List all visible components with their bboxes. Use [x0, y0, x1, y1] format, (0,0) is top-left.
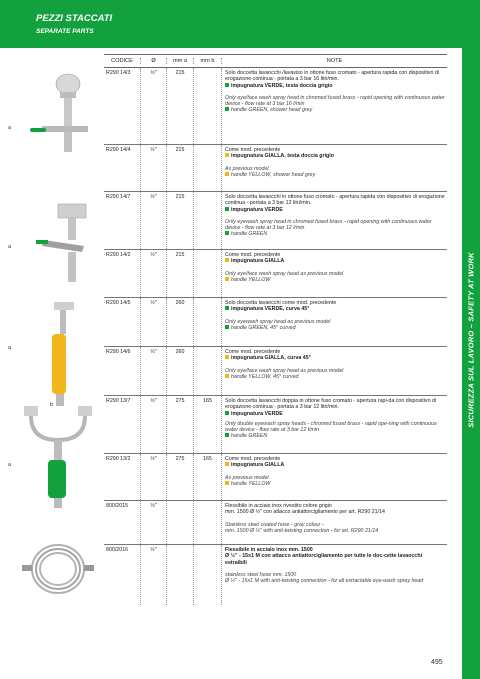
note-handle-text: impugnatura VERDE [231, 410, 283, 417]
col-header-code: CODICE [104, 58, 141, 64]
note-english: As previous model [225, 474, 269, 481]
note-italian-bold-2: Ø ½" - 15x1 M con attacco antiattorcigliamento per tutte le doc-cette lavaocchi estraibili [225, 553, 423, 566]
eyewash-head-illustration [14, 200, 104, 292]
note-handle-line-en [225, 231, 445, 237]
note-english: Only eye/face wash spray head as previous model [225, 367, 344, 374]
eyewash-45-head-illustration [16, 300, 104, 410]
note-handle-text: impugnatura VERDE, testa doccia grigio [231, 82, 333, 89]
note-italian: Come mod. precedente [225, 147, 281, 153]
cell-mm-b [194, 68, 222, 144]
note-italian-2: mm. 1500 Ø ½" con attacco antiattorcigliamento per art. R290 21/14 [225, 509, 385, 516]
note-italian: Come mod. precedente [225, 456, 281, 462]
yellow-swatch-icon [225, 153, 229, 157]
cell-mm-b [194, 250, 222, 297]
cell-diameter: ½" [141, 145, 167, 191]
note-handle-line-en [225, 374, 445, 380]
cell-diameter: ½" [141, 347, 167, 395]
cell-mm-a: 260 [167, 298, 194, 346]
table-row [104, 545, 447, 605]
cell-mm-a: 260 [167, 347, 194, 395]
green-swatch-icon [225, 207, 229, 211]
cell-code: 800/2016 [104, 545, 141, 605]
yellow-swatch-icon [225, 355, 229, 359]
cell-mm-a: 275 [167, 396, 194, 453]
note-english: Only double eyewash spray heads - chromed fused brass - rapid ope-ning with continuous water device - flow rate at 3 bar 12 l/min [225, 420, 437, 434]
note-italian: Come mod. precedente [225, 252, 281, 258]
cell-note [222, 145, 447, 191]
yellow-swatch-icon [225, 481, 229, 485]
page-number: 495 [431, 659, 443, 666]
note-handle-text-en: handle YELLOW, 45° curved [231, 373, 299, 380]
side-band-text: SICUREZZA SUL LAVORO – SAFETY AT WORK [466, 251, 476, 428]
section-subtitle: SEPARATE PARTS [36, 28, 94, 35]
cell-mm-b [194, 545, 222, 605]
note-italian: Solo doccetta lavaocchi come mod. precedente [225, 300, 337, 306]
cell-diameter: ½" [141, 545, 167, 605]
note-english: Only eye/face wash spray head in chromed fused brass - rapid opening with continuous water device - flow rate at 3 bar 16 l/min [225, 94, 445, 108]
section-header [0, 0, 462, 48]
note-italian: Solo doccetta lavaocchi doppia in ottone fuso cromato - apertura rapi-da con dispositivo di erogazione continua - portata a 3 bar 12 litri/min. [225, 398, 437, 411]
yellow-swatch-icon [225, 258, 229, 262]
table-row [104, 298, 447, 347]
green-swatch-icon [225, 325, 229, 329]
note-italian: Come mod. precedente [225, 349, 281, 355]
cell-code: R290 14/2 [104, 250, 141, 297]
cell-code: R290 14/6 [104, 347, 141, 395]
note-english: Only eyewash spray head in chromed fused brass - rapid opening with continuous water device - flow rate at 3 bar 12 l/min [225, 218, 432, 232]
cell-code: R290 14/3 [104, 68, 141, 144]
cell-mm-a [167, 545, 194, 605]
note-english-2: Ø ½" - 15x1 M with anti-twisting connection - for all extractable eye-wash spray head [225, 578, 424, 585]
table-row [104, 501, 447, 545]
dimension-label-a: a [8, 125, 12, 131]
note-handle-text-en: handle YELLOW, shower head grey [231, 171, 316, 178]
col-header-mm-a: mm a [167, 58, 194, 64]
cell-diameter: ½" [141, 250, 167, 297]
cell-mm-b: 165 [194, 396, 222, 453]
green-swatch-icon [225, 306, 229, 310]
note-handle-text-en: handle YELLOW [231, 480, 271, 487]
cell-code: R290 13/7 [104, 396, 141, 453]
table-row [104, 192, 447, 250]
face-wash-head-illustration [12, 70, 102, 158]
parts-table [104, 54, 447, 605]
note-handle-text: impugnatura GIALLA [231, 258, 285, 265]
note-english: stainless steel hose mm. 1500 [225, 571, 297, 578]
cell-mm-b [194, 192, 222, 249]
note-handle-line-en [225, 277, 445, 283]
cell-code: R290 14/5 [104, 298, 141, 346]
cell-mm-a: 215 [167, 192, 194, 249]
coiled-hose-illustration [18, 535, 100, 605]
note-handle-text-en: handle YELLOW [231, 276, 271, 283]
yellow-swatch-icon [225, 374, 229, 378]
note-handle-line-en [225, 172, 445, 178]
col-header-mm-b: mm b [194, 58, 222, 64]
note-english: Only eye/face wash spray head as previous model [225, 270, 344, 277]
green-swatch-icon [225, 231, 229, 235]
dimension-label-a: a [8, 462, 12, 468]
green-swatch-icon [225, 433, 229, 437]
note-handle-text: impugnatura VERDE, curva 45° [231, 306, 310, 313]
cell-diameter: ½" [141, 192, 167, 249]
note-handle-text-en: handle GREEN, 45° curved [231, 324, 296, 331]
cell-mm-b [194, 347, 222, 395]
dimension-label-b: b [50, 402, 54, 408]
note-handle-line-en [225, 433, 445, 439]
cell-code: R290 14/7 [104, 192, 141, 249]
cell-note [222, 396, 447, 453]
table-row [104, 250, 447, 298]
note-handle-line [225, 462, 445, 468]
note-italian-bold: Flessibile in acciaio inox mm. 1500 [225, 547, 313, 553]
table-row [104, 68, 447, 145]
note-italian: Solo doccetta lavaocchi in ottone fuso cromato - apertura rapida con dispositivo di erogazione continua - portata a 3 bar 12 litri/min. [225, 194, 445, 207]
green-swatch-icon [225, 107, 229, 111]
note-handle-text-en: handle GREEN [231, 433, 268, 440]
side-band [462, 0, 480, 679]
note-handle-line-en [225, 481, 445, 487]
note-handle-line [225, 258, 445, 264]
note-handle-text: impugnatura GIALLA [231, 462, 285, 469]
table-row [104, 396, 447, 454]
note-handle-line [225, 306, 445, 312]
note-handle-line [225, 207, 445, 213]
col-header-note: NOTE [326, 58, 343, 64]
note-handle-line [225, 355, 445, 361]
note-handle-text-en: handle GREEN [231, 231, 268, 238]
note-english: Only eyewash spray head as previous model [225, 318, 331, 325]
note-handle-text: impugnatura GIALLA, curva 45° [231, 355, 311, 362]
cell-diameter: ½" [141, 454, 167, 500]
table-header [104, 55, 447, 68]
cell-note [222, 68, 447, 144]
yellow-swatch-icon [225, 172, 229, 176]
double-eyewash-head-illustration [12, 400, 104, 510]
cell-code: 800/2015 [104, 501, 141, 544]
note-english: As previous model [225, 165, 269, 172]
note-handle-line [225, 83, 445, 89]
note-handle-line-en [225, 325, 445, 331]
cell-note [222, 192, 447, 249]
cell-note [222, 298, 447, 346]
cell-note [222, 250, 447, 297]
green-swatch-icon [225, 83, 229, 87]
note-italian: Solo doccetta lavaocchi /lavaviso in ottone fuso cromato - apertura rapida con dispositivo di erogazione continua - portata a 3 bar 16 litri/min. [225, 70, 440, 83]
cell-code: R290 14/4 [104, 145, 141, 191]
note-handle-line-en [225, 107, 445, 113]
note-handle-text: impugnatura VERDE [231, 206, 283, 213]
cell-mm-a [167, 501, 194, 544]
cell-code: R290 13/2 [104, 454, 141, 500]
col-header-diameter: Ø [141, 58, 167, 64]
section-title: PEZZI STACCATI [36, 13, 113, 24]
cell-diameter: ½" [141, 68, 167, 144]
yellow-swatch-icon [225, 277, 229, 281]
table-row [104, 454, 447, 501]
note-handle-text-en: handle GREEN, shower head grey [231, 107, 313, 114]
cell-diameter: ½" [141, 396, 167, 453]
dimension-label-a: a [8, 244, 12, 250]
yellow-swatch-icon [225, 462, 229, 466]
cell-note [222, 545, 447, 605]
note-handle-line [225, 411, 445, 417]
cell-note [222, 454, 447, 500]
table-row [104, 347, 447, 396]
cell-diameter: ½" [141, 298, 167, 346]
table-row [104, 145, 447, 192]
note-handle-line [225, 153, 445, 159]
cell-mm-a: 215 [167, 145, 194, 191]
cell-mm-b [194, 145, 222, 191]
note-english: Stainless steel coated hose - gray colour - [225, 521, 324, 528]
cell-mm-a: 215 [167, 68, 194, 144]
note-english-2: mm. 1500 Ø ½" with anti-twisting connection - for art. R290 21/14 [225, 527, 379, 534]
cell-note [222, 501, 447, 544]
cell-mm-b [194, 501, 222, 544]
cell-mm-a: 275 [167, 454, 194, 500]
dimension-label-a: a [8, 345, 12, 351]
note-italian: Flessibile in acciaio inox rivestito colore grigio [225, 503, 332, 509]
note-handle-text: impugnatura GIALLA, testa doccia grigio [231, 153, 335, 160]
cell-mm-b [194, 298, 222, 346]
cell-note [222, 347, 447, 395]
cell-mm-a: 215 [167, 250, 194, 297]
cell-mm-b: 165 [194, 454, 222, 500]
green-swatch-icon [225, 411, 229, 415]
cell-diameter: ½" [141, 501, 167, 544]
